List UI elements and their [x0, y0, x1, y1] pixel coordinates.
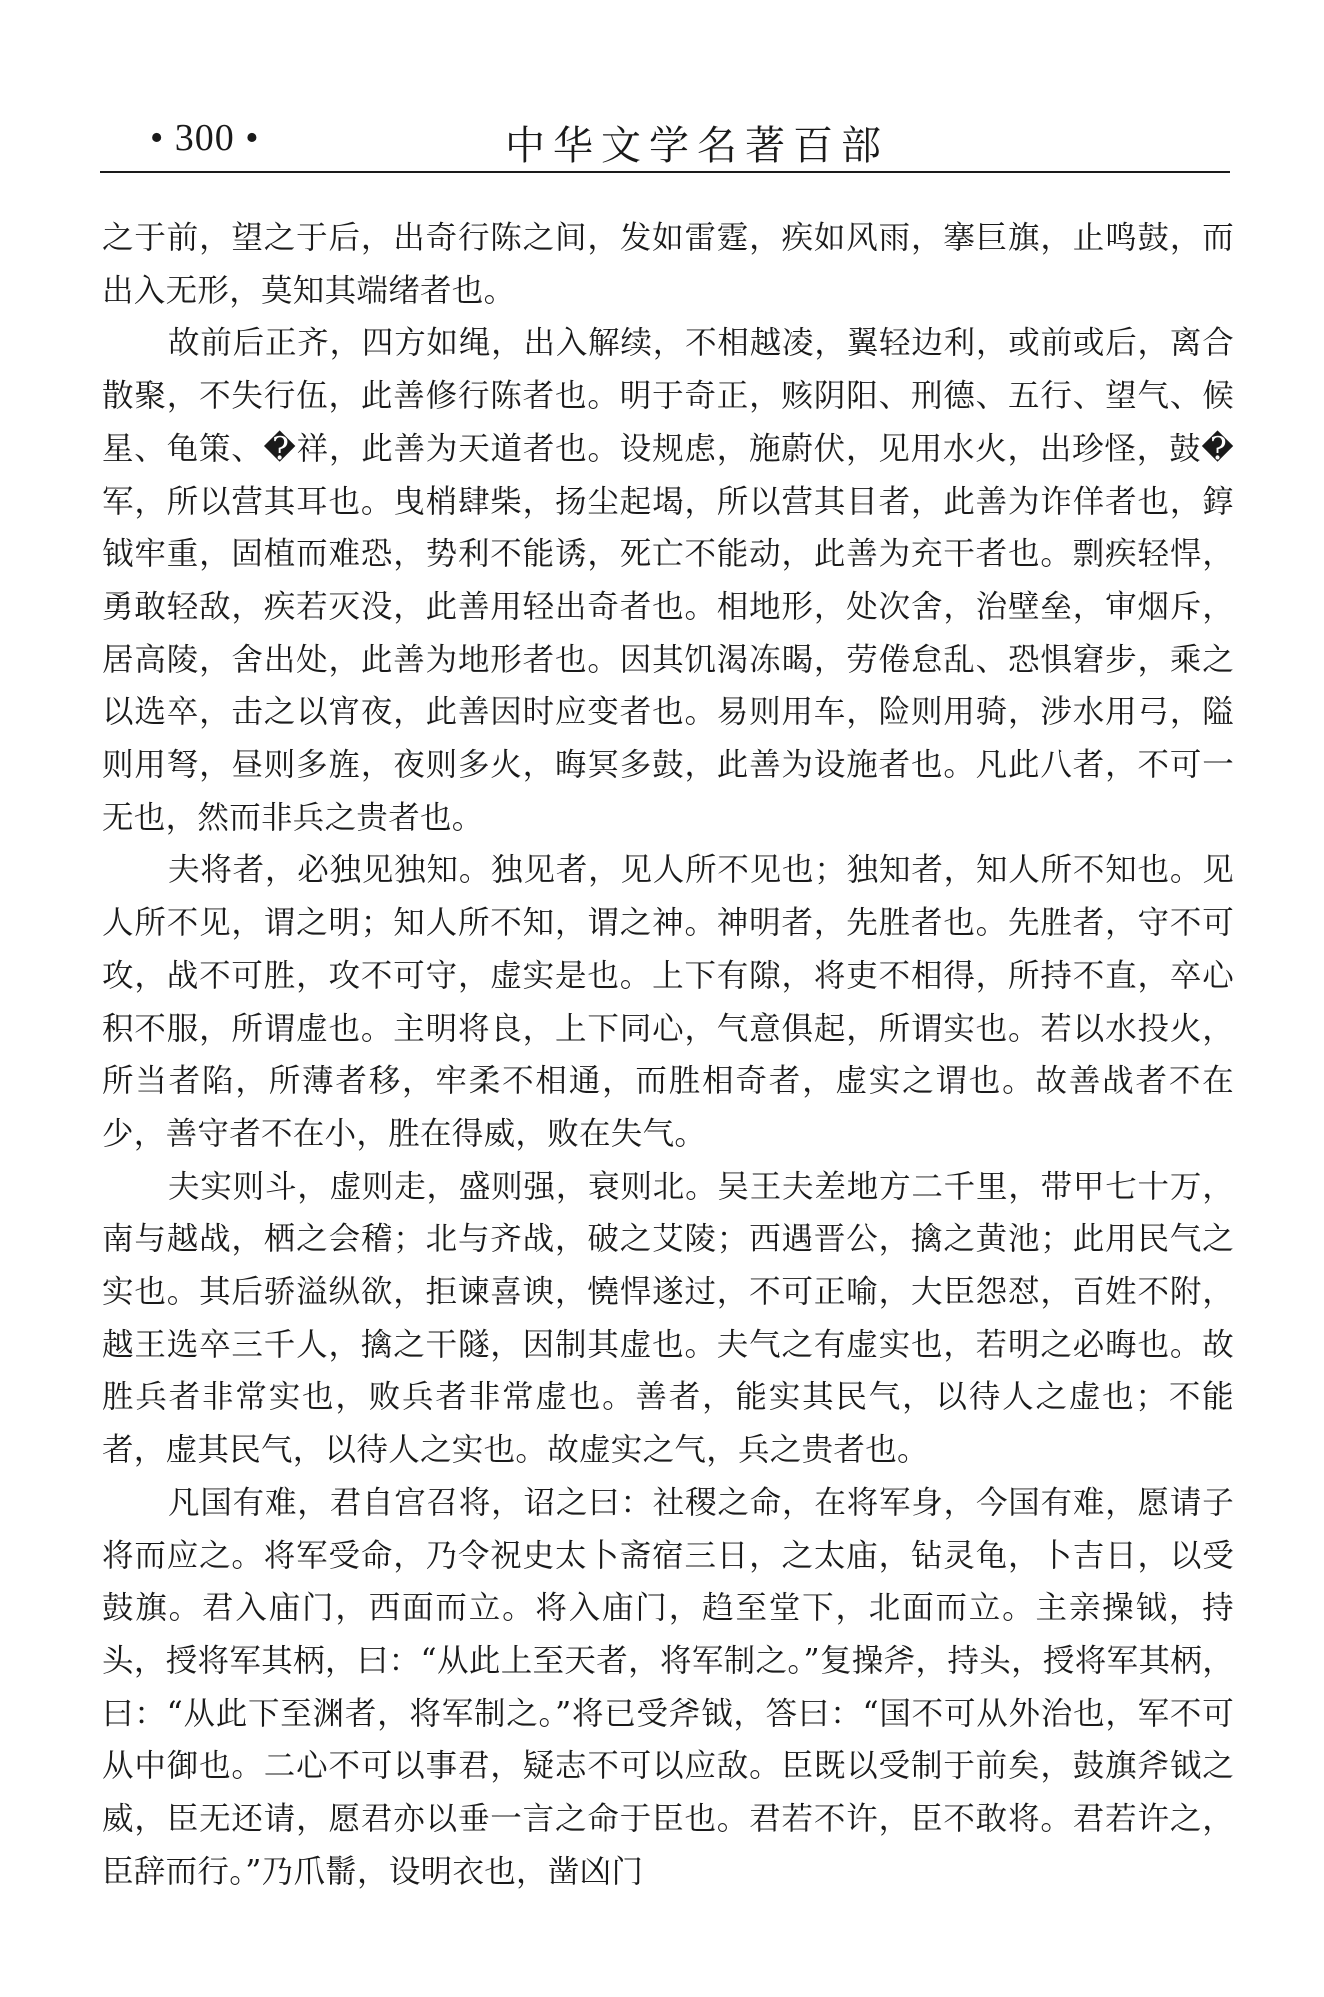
body-text [102, 212, 1234, 1899]
paragraph-3: 夫将者，必独见独知。独见者，见人所不见也；独知者，知人所不知也。见人所不见，谓之明；知人所不知，谓之神。神明者，先胜者也。先胜者，守不可攻，战不可胜，攻不可守，虚实是也。上下有隙，将吏不相得，所持不直，卒心积不服，所谓虚也。主明将良，上下同心，气意俱起，所谓实也。若以水投火，所当者陷，所薄者移，牢柔不相通，而胜相奇者，虚实之谓也。故善战者不在少，善守者不在小，胜在得威，败在失气。 [102, 852, 1234, 1152]
header-rule [100, 171, 1230, 173]
paragraph-1: 之于前，望之于后，出奇行陈之间，发如雷霆，疾如风雨，搴巨旗，止鸣鼓，而出入无形，莫知其端绪者也。 [102, 220, 1234, 309]
running-title: 中华文学名著百部 [505, 123, 889, 169]
paragraph-2: 故前后正齐，四方如绳，出入解续，不相越凌，翼轻边利，或前或后，离合散聚，不失行伍，此善修行陈者也。明于奇正，赅阴阳、刑德、五行、望气、候星、龟策、�祥，此善为天道者也。设规虑，施蔚伏，见用水火，出珍怪，鼓�军，所以营其耳也。曳梢肆柴，扬尘起堨，所以营其目者，此善为诈佯者也，錞钺牢重，固植而难恐，势利不能诱，死亡不能动，此善为充干者也。剽疾轻悍，勇敢轻敌，疾若灭没，此善用轻出奇者也。相地形，处次舍，治壁垒，审烟斥，居高陵，舍出处，此善为地形者也。因其饥渴冻暍，劳倦怠乱、恐惧窘步，乘之以选卒，击之以宵夜，此善因时应变者也。易则用车，险则用骑，涉水用弓，隘则用弩，昼则多旌，夜则多火，晦冥多鼓，此善为设施者也。凡此八者，不可一无也，然而非兵之贵者也。 [102, 325, 1234, 836]
paragraph-4: 夫实则斗，虚则走，盛则强，衰则北。吴王夫差地方二千里，带甲七十万，南与越战，栖之会稽；北与齐战，破之艾陵；西遇晋公，擒之黄池；此用民气之实也。其后骄溢纵欲，拒谏喜谀，憢悍遂过，不可正喻，大臣怨怼，百姓不附，越王选卒三千人，擒之干隧，因制其虚也。夫气之有虚实也，若明之必晦也。故胜兵者非常实也，败兵者非常虚也。善者，能实其民气，以待人之虚也；不能者，虚其民气，以待人之实也。故虚实之气，兵之贵者也。 [102, 1168, 1234, 1469]
page-header [100, 108, 1230, 168]
page-number: • 300 • [150, 117, 260, 159]
paragraph-5: 凡国有难，君自宫召将，诏之曰：社稷之命，在将军身，今国有难，愿请子将而应之。将军受命，乃令祝史太卜斋宿三日，之太庙，钻灵龟，卜吉日，以受鼓旗。君入庙门，西面而立。将入庙门，趋至堂下，北面而立。主亲操钺，持头，授将军其柄，曰：“从此上至天者，将军制之。”复操斧，持头，授将军其柄，曰：“从此下至渊者，将军制之。”将已受斧钺，答曰：“国不可从外治也，军不可从中御也。二心不可以事君，疑志不可以应敌。臣既以受制于前矣，鼓旗斧钺之威，臣无还请，愿君亦以垂一言之命于臣也。君若不许，臣不敢将。君若许之，臣辞而行。”乃爪鬋，设明衣也，凿凶门 [102, 1484, 1234, 1890]
